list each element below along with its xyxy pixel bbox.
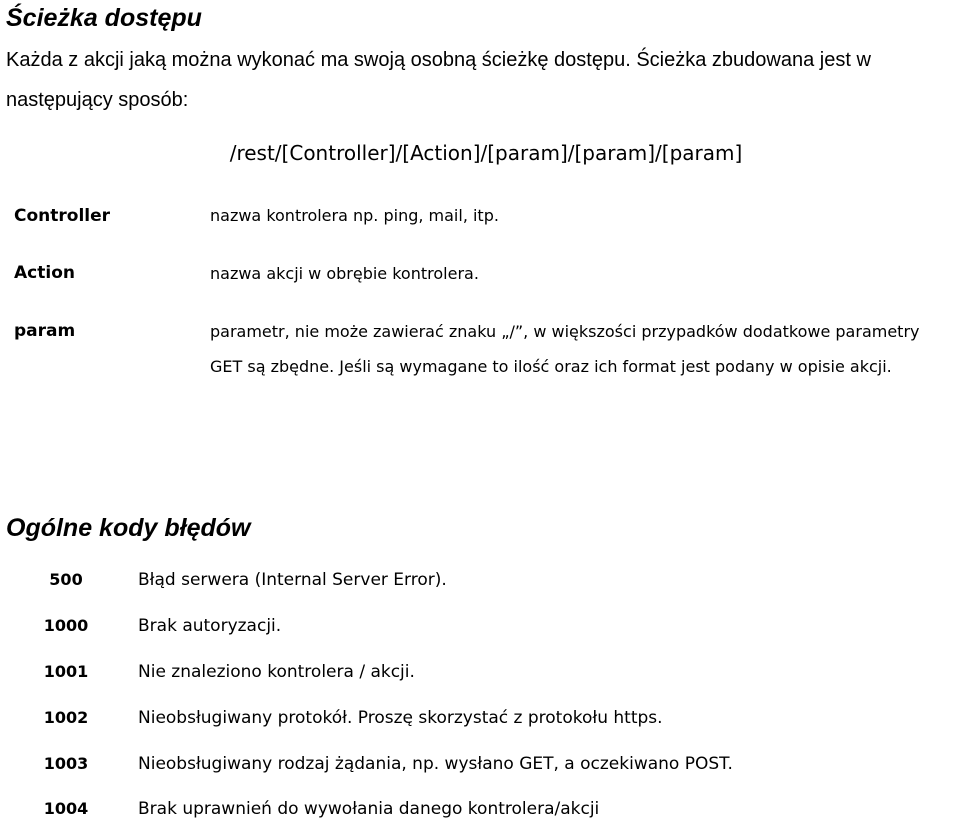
term-name: Controller: [14, 206, 111, 226]
error-code-row: [0, 704, 960, 732]
error-code-row: [0, 750, 960, 778]
path-pattern: /rest/[Controller]/[Action]/[param]/[param]/[param]: [229, 141, 743, 165]
error-description: Brak uprawnień do wywołania danego kontrolera/akcji: [138, 799, 600, 819]
error-codes-heading: Ogólne kody błędów: [6, 514, 251, 542]
error-code-row: [0, 795, 960, 823]
error-code-row: [0, 612, 960, 640]
error-code: 1002: [43, 708, 89, 727]
access-path-intro: Każda z akcji jaką można wykonać ma swoją osobną ścieżkę dostępu. Ścieżka zbudowana jest w następujący sposób:: [6, 49, 871, 111]
error-code: 1003: [43, 754, 89, 773]
term-description: parametr, nie może zawierać znaku „/”, w większości przypadków dodatkowe parametry GET są zbędne. Jeśli są wymagane to ilość oraz ich format jest podany w opisie akcji.: [210, 322, 920, 376]
access-path-heading: Ścieżka dostępu: [6, 4, 202, 32]
error-description: Brak autoryzacji.: [138, 616, 282, 636]
term-name: param: [14, 321, 76, 341]
error-code-row: [0, 566, 960, 594]
term-description: nazwa akcji w obrębie kontrolera.: [210, 264, 479, 283]
error-code: 1001: [43, 662, 89, 681]
error-code: 1004: [43, 799, 89, 818]
error-description: Nieobsługiwany rodzaj żądania, np. wysłano GET, a oczekiwano POST.: [138, 754, 733, 774]
error-description: Błąd serwera (Internal Server Error).: [138, 570, 447, 590]
error-code-row: [0, 658, 960, 686]
term-description: nazwa kontrolera np. ping, mail, itp.: [210, 206, 499, 225]
error-code: 1000: [43, 616, 89, 635]
term-name: Action: [14, 263, 75, 283]
error-description: Nieobsługiwany protokół. Proszę skorzystać z protokołu https.: [138, 708, 663, 728]
error-description: Nie znaleziono kontrolera / akcji.: [138, 662, 415, 682]
error-code: 500: [49, 570, 83, 589]
